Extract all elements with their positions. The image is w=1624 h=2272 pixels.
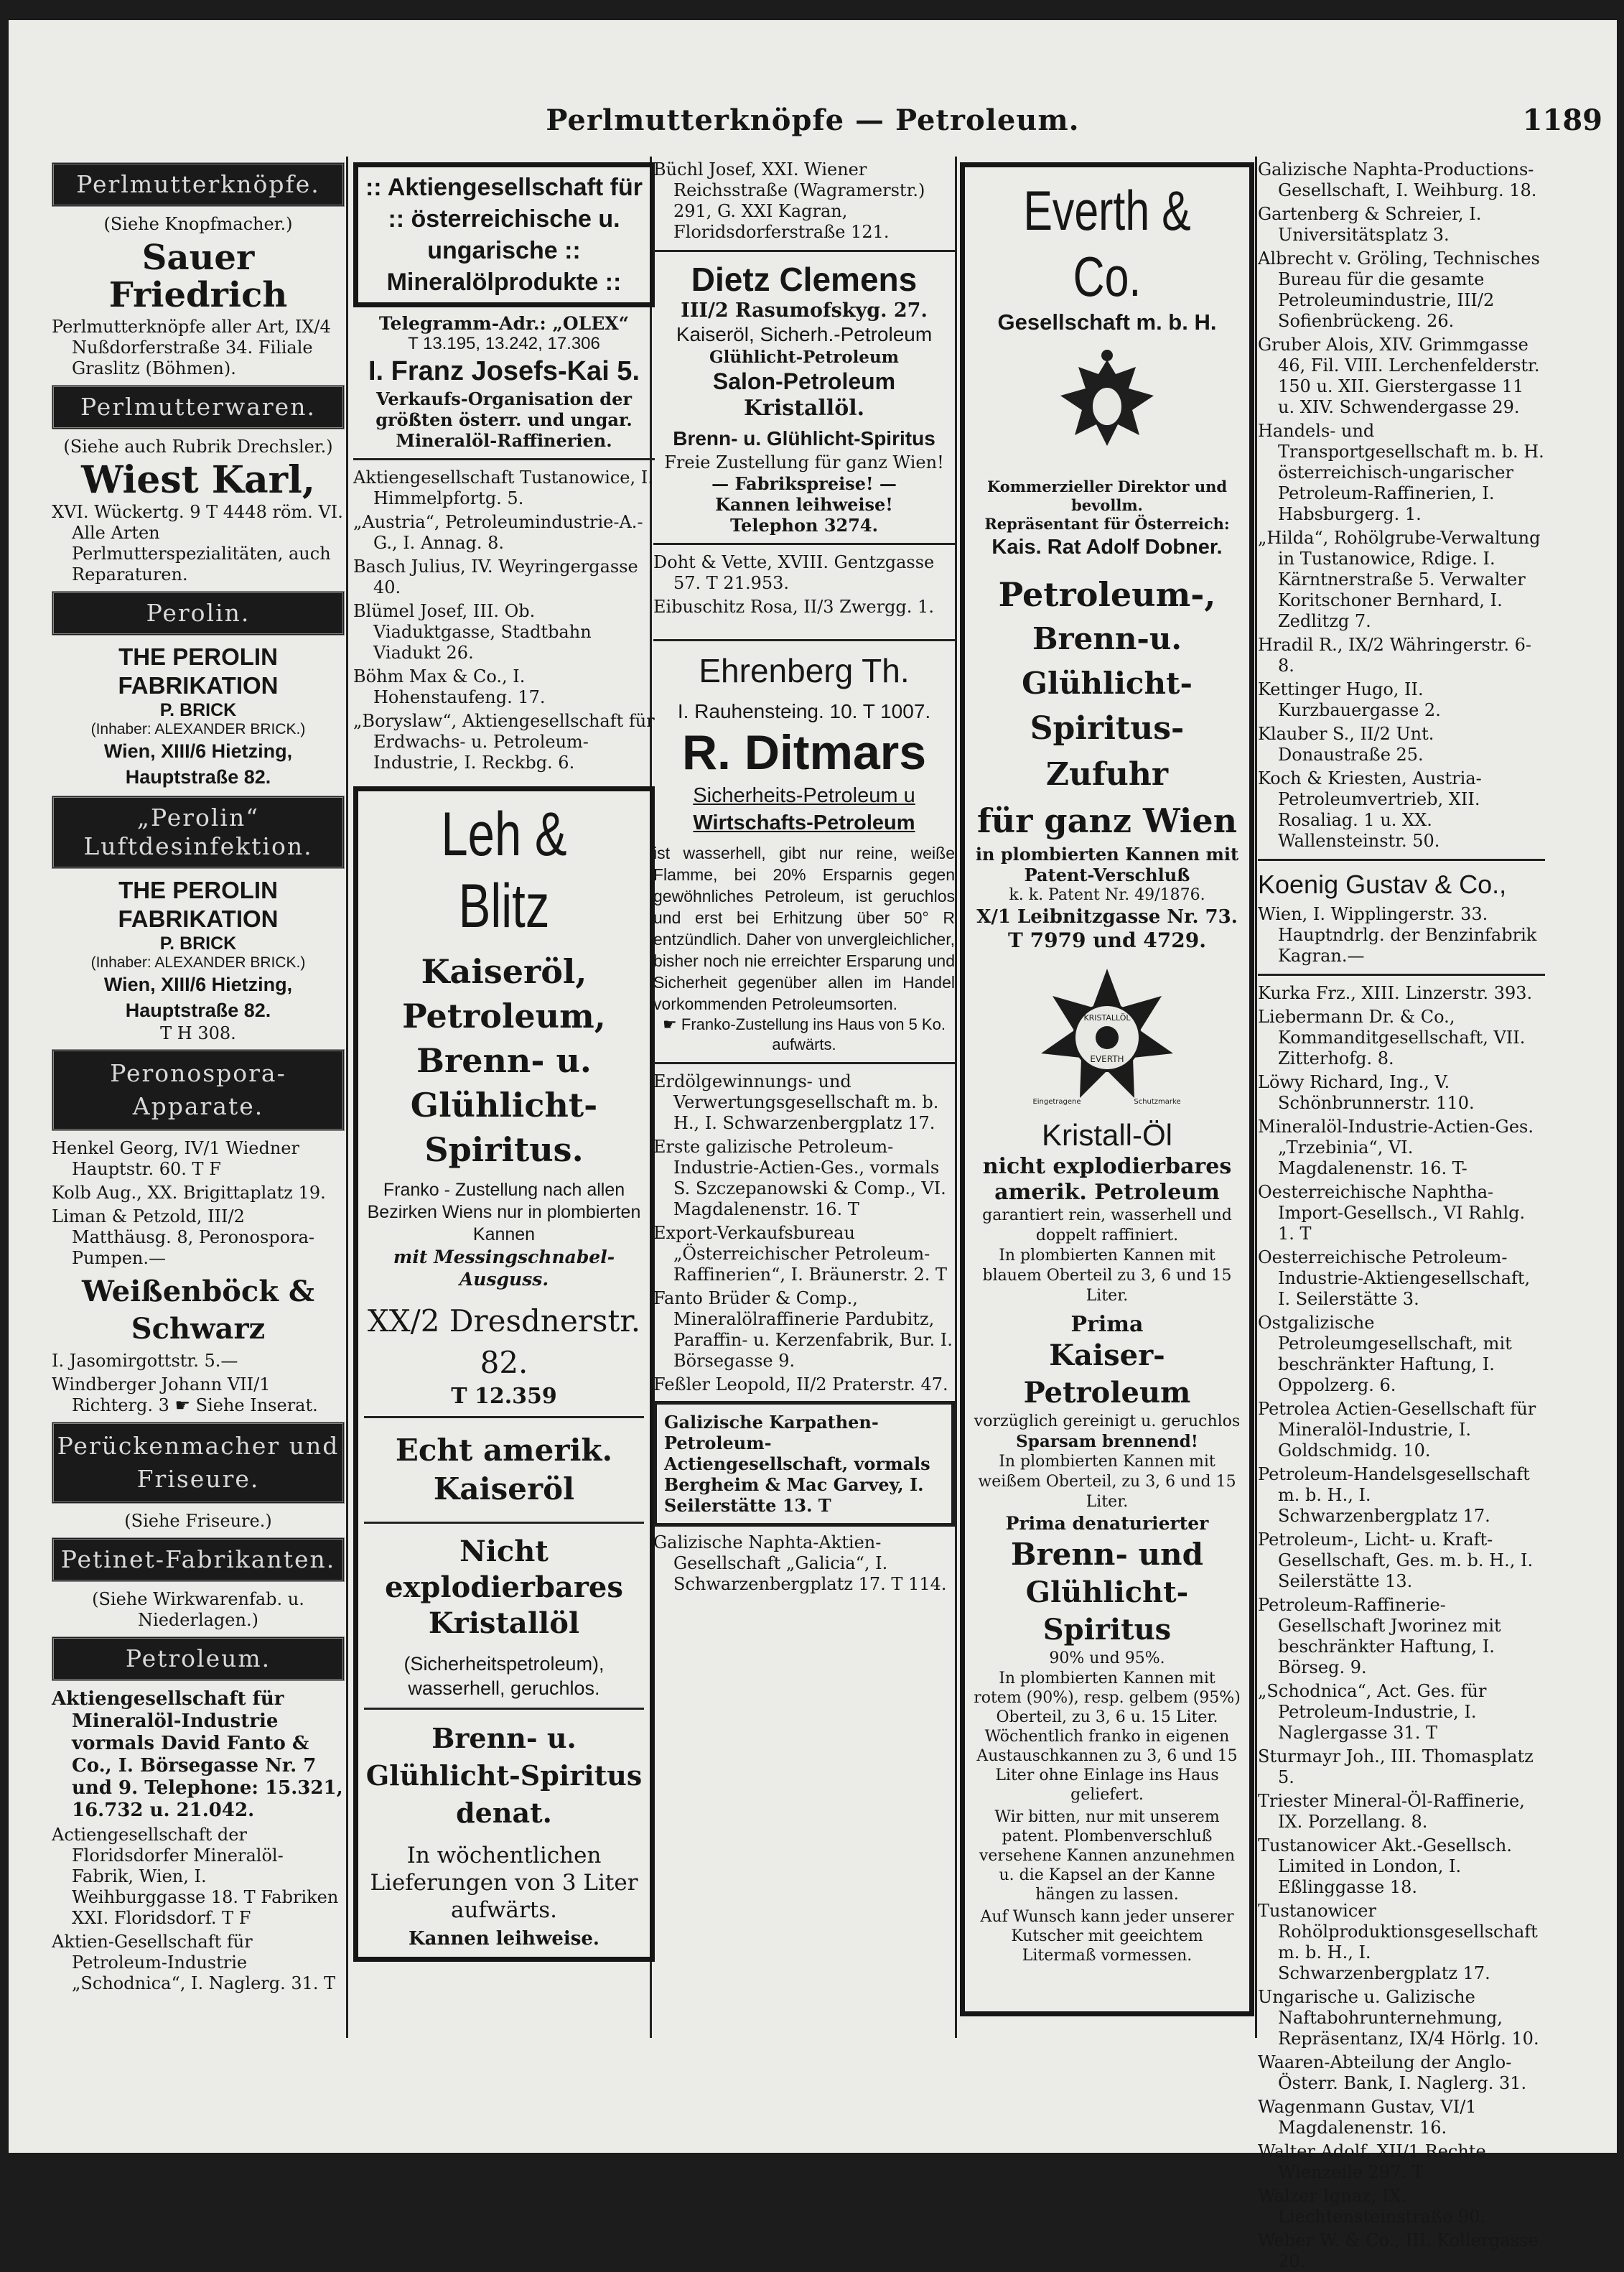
svg-text:EVERTH: EVERTH	[1090, 1054, 1124, 1064]
advert-text: Kommerzieller Direktor und bevollm.	[986, 478, 1228, 514]
entry-text: „Austria“, Petroleumindustrie-A.-G., I. Annag. 8.	[353, 512, 643, 553]
entry-text: Erdölgewinnungs- und Verwertungsgesellschaft m. b. H., I. Schwarzenbergplatz 17.	[653, 1071, 939, 1133]
section-heading-perlmutterknoepfe: Perlmutterknöpfe.	[52, 162, 345, 207]
column-2	[353, 157, 655, 2138]
company-address: Wien, XIII/6 Hietzing, Hauptstraße 82.	[103, 740, 293, 788]
entry-name: Weißenböck & Schwarz	[82, 1275, 314, 1346]
entry-text: Albrecht v. Gröling, Technisches Bureau für die gesamte Petroleumindustrie, III/2 Sofienbrückeng. 26.	[1258, 248, 1540, 331]
advert-product: Salon-Petroleum	[712, 368, 896, 394]
entry-text: Liman & Petzold, III/2 Matthäusg. 8, Peronospora-Pumpen.—	[52, 1206, 314, 1268]
advert-title: :: Aktiengesellschaft für :: österreichische u. ungarische :: Mineralölprodukte ::	[365, 174, 643, 296]
advert-product: Brenn- u. Glühlicht-Spiritus denat.	[365, 1722, 643, 1829]
advert-product: Brenn-u. Glühlicht-	[1022, 621, 1193, 701]
company-owner: P. BRICK	[159, 934, 237, 954]
advert-phone: Telephon 3274.	[730, 515, 878, 536]
entry-text: Büchl Josef, XXI. Wiener Reichsstraße (Wagramerstr.) 291, G. XXI Kagran, Floridsdorferstraße 121.	[653, 159, 925, 242]
advert-text: Prima denaturierter	[1005, 1513, 1209, 1534]
company-owner: P. BRICK	[159, 700, 237, 720]
cross-reference: (Siehe Wirkwarenfab. u. Niederlagen.)	[92, 1589, 304, 1630]
entry-text: Mineralöl-Industrie-Actien-Ges. „Trzebinia“, VI. Magdalenenstr. 16. T-	[1258, 1117, 1534, 1178]
advert-product: Brenn- und	[1011, 1537, 1203, 1572]
advert-address: X/1 Leibnitzgasse Nr. 73.	[976, 906, 1238, 928]
svg-text:KRISTALLÖL: KRISTALLÖL	[1083, 1013, 1131, 1023]
entry-text: Aktiengesellschaft für Mineralöl-Industrie vormals David Fanto & Co., I. Börsegasse Nr. 7 und 9. Telephone: 15.321, 16.732 u. 21.042.	[52, 1688, 343, 1821]
entry-text: Feßler Leopold, II/2 Praterstr. 47.	[653, 1374, 948, 1395]
advert-product: Nicht explodierbares Kristallöl	[385, 1535, 623, 1640]
advert-text: In plombierten Kannen mit blauem Oberteil zu 3, 6 und 15 Liter.	[982, 1247, 1232, 1305]
svg-text:Eingetragene: Eingetragene	[1032, 1098, 1081, 1106]
entry-text: Windberger Johann VII/1 Richterg. 3 ☛ Siehe Inserat.	[52, 1374, 318, 1415]
running-title: Perlmutterknöpfe — Petroleum.	[546, 103, 1080, 137]
entry-text: I. Jasomirgottstr. 5.—	[52, 1351, 238, 1371]
advert-telegram: Telegramm-Adr.: „OLEX“	[378, 313, 630, 334]
advert-product: für ganz Wien	[976, 801, 1238, 840]
column-1	[52, 157, 345, 2138]
entry-text: Handels- und Transportgesellschaft m. b. H. österreichisch-ungarischer Petroleum-Raffinerien, I. Habsburgerg. 1.	[1258, 421, 1544, 524]
page-header	[9, 99, 1617, 142]
advertisement-everth	[960, 162, 1254, 2016]
advert-title: Everth & Co.	[1023, 179, 1191, 308]
entry-text: Blümel Josef, III. Ob. Viaduktgasse, Stadtbahn Viadukt 26.	[353, 601, 592, 663]
entry-name: Koenig Gustav & Co.,	[1258, 870, 1507, 899]
entry-text: Erste galizische Petroleum-Industrie-Actien-Ges., vormals S. Szczepanowski & Comp., VI. Magdalenenstr. 16. T	[653, 1137, 946, 1219]
divider	[653, 639, 955, 641]
advert-product: Kaiser-Petroleum	[1023, 1338, 1191, 1410]
entry-text: XVI. Wückertg. 9 T 4448 röm. VI. Alle Arten Perlmutterspezialitäten, auch Reparaturen.	[52, 502, 343, 585]
section-heading-petroleum: Petroleum.	[52, 1637, 345, 1681]
advert-text: ☛ Franko-Zustellung ins Haus von 5 Ko. aufwärts.	[663, 1015, 946, 1053]
advertisement-leh-blitz	[353, 786, 655, 1962]
company-phone: T H 308.	[160, 1023, 236, 1043]
entry-text: Walter Adolf, XII/1 Rechte Wienzeile 297. T	[1258, 2141, 1486, 2182]
advert-phone: T 12.359	[451, 1384, 557, 1409]
advert-title: R. Ditmars	[681, 725, 927, 780]
section-heading-peronospora: Peronospora-Apparate.	[52, 1049, 345, 1131]
entry-text: Oesterreichische Petroleum-Industrie-Aktiengesellschaft, I. Seilerstätte 3.	[1258, 1247, 1531, 1309]
entry-text: Perlmutterknöpfe aller Art, IX/4 Nußdorferstraße 34. Filiale Graslitz (Böhmen).	[52, 317, 331, 378]
company-owner: (Inhaber: ALEXANDER BRICK.)	[90, 954, 306, 971]
eagle-icon	[1050, 345, 1165, 467]
cross-reference: (Siehe Knopfmacher.)	[103, 214, 293, 234]
advert-text: In plombierten Kannen mit weißem Oberteil, zu 3, 6 und 15 Liter.	[978, 1453, 1236, 1511]
entry-name: Wiest Karl,	[81, 458, 315, 502]
entry-text: Gartenberg & Schreier, I. Universitätsplatz 3.	[1258, 204, 1482, 245]
entry-text: Oesterreichische Naphtha-Import-Gesellsch., VI Rahlg. 1. T	[1258, 1182, 1526, 1244]
entry-text: Petroleum-Handelsgesellschaft m. b. H., I. Schwarzenbergplatz 17.	[1258, 1464, 1530, 1526]
column-divider	[1255, 157, 1257, 2038]
advert-product: Petroleum-,	[998, 575, 1216, 614]
advert-products: Kaiseröl, Petroleum, Brenn- u. Glühlicht-Spiritus.	[402, 952, 606, 1169]
advert-text: Kais. Rat Adolf Dobner.	[991, 536, 1223, 559]
entry-text: Eibuschitz Rosa, II/3 Zwergg. 1.	[653, 597, 934, 617]
entry-text: „Hilda“, Rohölgrube-Verwaltung in Tustanowice, Rdige. I. Kärntnerstraße 5. Verwalter Koritschoner Bernhard, I. Zedlitzg 7.	[1258, 528, 1541, 631]
entry-text: Basch Julius, IV. Weyringergasse 40.	[353, 557, 638, 597]
company-address: Wien, XIII/6 Hietzing, Hauptstraße 82.	[103, 974, 293, 1021]
advert-text: In wöchentlichen Lieferungen von 3 Liter aufwärts.	[370, 1843, 638, 1923]
advert-title: Ehrenberg Th.	[699, 652, 910, 689]
advert-text: Repräsentant für Österreich:	[984, 515, 1230, 533]
advertisement-karpathen: Galizische Karpathen-Petroleum-Actiengesellschaft, vormals Bergheim & Mac Garvey, I. Seilerstätte 13. T	[653, 1401, 955, 1527]
entry-text: Walzer Ignaz, IX. Liechtensteinstraße 90.	[1258, 2186, 1486, 2227]
advert-text: garantiert rein, wasserhell und doppelt raffiniert.	[982, 1206, 1232, 1244]
advert-text: — Fabrikspreise! —	[711, 473, 897, 494]
entry-text: Böhm Max & Co., I. Hohenstaufeng. 17.	[353, 666, 546, 707]
advert-text: In plombierten Kannen mit rotem (90%), resp. gelbem (95%) Oberteil, zu 3, 6 u. 15 Liter. Wöchentlich franko in eigenen Austauschkannen zu 3, 6 und 15 Liter ohne Einlage ins Haus geliefert.	[974, 1670, 1241, 1804]
entry-text: Ostgalizische Petroleumgesellschaft, mit beschränkter Haftung, I. Oppolzerg. 6.	[1258, 1313, 1512, 1395]
advert-product: Kaiseröl, Sicherh.-Petroleum	[676, 323, 933, 345]
divider	[364, 1708, 644, 1710]
advert-text: Kannen leihweise.	[409, 1928, 599, 1950]
advert-product: nicht explodierbares amerik. Petroleum	[982, 1154, 1232, 1205]
entry-text: „Boryslaw“, Aktiengesellschaft für Erdwachs- u. Petroleum-Industrie, I. Reckbg. 6.	[353, 711, 655, 773]
cross-reference: (Siehe auch Rubrik Drechsler.)	[63, 437, 333, 457]
advert-product: Kristallöl.	[743, 396, 865, 421]
entry-text: Wien, I. Wipplingerstr. 33. Hauptndrlg. der Benzinfabrik Kagran.—	[1258, 904, 1537, 966]
column-4	[960, 157, 1254, 2138]
section-heading-petinet: Petinet-Fabrikanten.	[52, 1537, 345, 1582]
advert-text: vorzüglich gereinigt u. geruchlos	[974, 1412, 1241, 1430]
advert-product: Glühlicht-Spiritus	[1025, 1575, 1189, 1647]
entry-text: Fanto Brüder & Comp., Mineralölraffinerie Pardubitz, Paraffin- u. Kerzenfabrik, Bur. I. Börsegasse 9.	[653, 1288, 953, 1371]
entry-text: Sturmayr Joh., III. Thomasplatz 5.	[1258, 1746, 1534, 1787]
entry-text: „Schodnica“, Act. Ges. für Petroleum-Industrie, I. Naglergasse 31. T	[1258, 1681, 1487, 1743]
section-heading-perolin: Perolin.	[52, 591, 345, 635]
entry-text: Löwy Richard, Ing., V. Schönbrunnerstr. 110.	[1258, 1072, 1475, 1113]
advert-title: Dietz Clemens	[691, 261, 918, 298]
entry-text: Kettinger Hugo, II. Kurzbauergasse 2.	[1258, 679, 1441, 720]
advert-text: Freie Zustellung für ganz Wien!	[664, 452, 944, 472]
advert-text: Sparsam brennend!	[1016, 1432, 1198, 1451]
entry-text: Petrolea Actien-Gesellschaft für Mineralöl-Industrie, I. Goldschmidg. 10.	[1258, 1399, 1536, 1461]
divider	[1258, 859, 1545, 861]
column-divider	[346, 157, 348, 2038]
entry-text: Kurka Frz., XIII. Linzerstr. 393.	[1258, 983, 1533, 1003]
divider	[653, 543, 955, 545]
svg-text:Schutzmarke: Schutzmarke	[1134, 1098, 1181, 1106]
entry-text: Ungarische u. Galizische Naftabohrunternehmung, Repräsentanz, IX/4 Hörlg. 10.	[1258, 1987, 1539, 2049]
entry-text: Aktien-Gesellschaft für Petroleum-Industrie „Schodnica“, I. Naglerg. 31. T	[52, 1932, 336, 1993]
page-sheet	[9, 20, 1617, 2271]
entry-text: Liebermann Dr. & Co., Kommanditgesellschaft, VII. Zitterhofg. 8.	[1258, 1007, 1526, 1069]
advert-phone: T 7979 und 4729.	[1008, 928, 1206, 952]
advert-text: in plombierten Kannen mit Patent-Verschluß	[975, 844, 1239, 885]
eagle-emblem	[974, 345, 1241, 467]
entry-text: Doht & Vette, XVIII. Gentzgasse 57. T 21.953.	[653, 552, 935, 593]
divider	[1258, 974, 1545, 976]
advert-title: Leh & Blitz	[441, 800, 567, 941]
advert-text: mit Messingschnabel-Ausguss.	[393, 1247, 615, 1290]
company-name: THE PEROLIN FABRIKATION	[118, 643, 279, 699]
advert-text: (Sicherheitspetroleum), wasserhell, geruchlos.	[403, 1653, 605, 1699]
divider	[364, 1416, 644, 1418]
entry-text: Tustanowicer Rohölproduktionsgesellschaft m. b. H., I. Schwarzenbergplatz 17.	[1258, 1901, 1538, 1983]
advert-phones: T 13.195, 13.242, 17.306	[408, 334, 600, 353]
advert-product: Sicherheits-Petroleum u	[693, 784, 915, 807]
entry-name: Sauer Friedrich	[108, 238, 288, 315]
column-5	[1258, 157, 1545, 2271]
divider	[653, 1062, 955, 1064]
entry-text: Koch & Kriesten, Austria-Petroleumvertrieb, XII. Rosaliag. 1 u. XX. Wallensteinstr. 50.	[1258, 768, 1482, 851]
advert-product: Kristall-Öl	[1041, 1118, 1172, 1152]
entry-text: Galizische Naphta-Aktien-Gesellschaft „Galicia“, I. Schwarzenbergplatz 17. T 114.	[653, 1532, 947, 1594]
company-name: THE PEROLIN FABRIKATION	[118, 877, 279, 932]
column-divider	[955, 157, 957, 2038]
entry-text: Tustanowicer Akt.-Gesellsch. Limited in London, I. Eßlinggasse 18.	[1258, 1835, 1512, 1897]
divider	[653, 250, 955, 252]
entry-text: Gruber Alois, XIV. Grimmgasse 46, Fil. VIII. Lerchenfelderstr. 150 u. XII. Gierstergasse 11 u. XIV. Schwendergasse 29.	[1258, 335, 1540, 417]
entry-text: Hradil R., IX/2 Währingerstr. 6-8.	[1258, 635, 1531, 676]
advert-product: Spiritus-Zufuhr	[1030, 710, 1185, 793]
advert-text: Auf Wunsch kann jeder unserer Kutscher mit geeichtem Litermaß vormessen.	[980, 1908, 1234, 1965]
advert-text: Wir bitten, nur mit unserem patent. Plombenverschluß versehene Kannen anzunehmen u. die Kapsel an der Kanne hängen zu lassen.	[979, 1808, 1236, 1904]
entry-text: Henkel Georg, IV/1 Wiedner Hauptstr. 60. T F	[52, 1138, 299, 1179]
advert-text: k. k. Patent Nr. 49/1876.	[1009, 886, 1205, 904]
entry-text: Aktiengesellschaft Tustanowice, I. Himmelpfortg. 5.	[353, 467, 653, 508]
advert-address: I. Rauhensteing. 10. T 1007.	[677, 700, 931, 722]
divider	[364, 1522, 644, 1524]
star-trademark-icon	[1014, 963, 1200, 1107]
entry-text: Waaren-Abteilung der Anglo-Österr. Bank, I. Naglerg. 31.	[1258, 2052, 1527, 2093]
advert-text: 90% und 95%.	[1049, 1649, 1165, 1667]
section-heading-perolin-luftdesinfektion: „Perolin“ Luftdesinfektion.	[52, 796, 345, 869]
trademark-star	[974, 963, 1241, 1107]
advert-product: Wirtschafts-Petroleum	[693, 811, 915, 834]
section-heading-perlmutterwaren: Perlmutterwaren.	[52, 385, 345, 429]
advert-text: Kannen leihweise!	[715, 494, 893, 515]
entry-text: Petroleum-Raffinerie-Gesellschaft Jworinez mit beschränkter Haftung, I. Börseg. 9.	[1258, 1595, 1501, 1677]
advert-subtitle: Gesellschaft m. b. H.	[997, 309, 1217, 335]
advert-product: Brenn- u. Glühlicht-Spiritus	[673, 427, 935, 450]
advert-product: Echt amerik. Kaiseröl	[395, 1433, 613, 1507]
advert-address: I. Franz Josefs-Kai 5.	[368, 356, 640, 386]
entry-text: Export-Verkaufsbureau „Österreichischer Petroleum-Raffinerien“, I. Bräunerstr. 2. T	[653, 1223, 947, 1285]
advert-text: ist wasserhell, gibt nur reine, weiße Flamme, bei 20% Ersparnis gegen gewöhnliches Petroleum, ist geruchlos und erst bei Erhitzung über 50° R entzündlich. Daher von unvergleichlicher, bisher noch nie erreichter Ersparung und Sicherheit gegenüber allen im Handel vorkommenden Petroleumsorten.	[653, 844, 955, 1013]
advertisement-olex	[353, 162, 655, 307]
company-owner: (Inhaber: ALEXANDER BRICK.)	[90, 721, 306, 737]
entry-text: Actiengesellschaft der Floridsdorfer Mineralöl-Fabrik, Wien, I. Weihburggasse 18. T Fabriken XXI. Floridsdorf. T F	[52, 1825, 339, 1928]
advert-text: Prima	[1070, 1312, 1144, 1337]
entry-text: Wagenmann Gustav, VI/1 Magdalenenstr. 16.	[1258, 2097, 1477, 2138]
entry-text: Petroleum-, Licht- u. Kraft-Gesellschaft, Ges. m. b. H., I. Seilerstätte 13.	[1258, 1530, 1534, 1591]
cross-reference: (Siehe Friseure.)	[124, 1511, 272, 1531]
advert-text: Verkaufs-Organisation der größten österr. und ungar. Mineralöl-Raffinerien.	[375, 388, 633, 451]
entry-text: Galizische Naphta-Productions-Gesellschaft, I. Weihburg. 18.	[1258, 159, 1537, 200]
divider	[353, 458, 655, 460]
advert-product: Glühlicht-Petroleum	[709, 348, 900, 367]
entry-text: Weber W. & Co., III. Kollergasse 20.	[1258, 2230, 1539, 2271]
entry-text: Triester Mineral-Öl-Raffinerie, IX. Porzellang. 8.	[1258, 1791, 1525, 1832]
column-3	[653, 157, 955, 2138]
section-heading-perueckenmacher: Perückenmacher und Friseure.	[52, 1422, 345, 1504]
entry-text: Klauber S., II/2 Unt. Donaustraße 25.	[1258, 724, 1434, 765]
advert-address: XX/2 Dresdnerstr. 82.	[367, 1303, 641, 1380]
page-number: 1189	[1522, 103, 1602, 137]
advert-text: Franko - Zustellung nach allen Bezirken Wiens nur in plombierten Kannen	[367, 1180, 641, 1244]
entry-text: Kolb Aug., XX. Brigittaplatz 19.	[52, 1183, 326, 1203]
advert-address: III/2 Rasumofskyg. 27.	[681, 299, 928, 322]
